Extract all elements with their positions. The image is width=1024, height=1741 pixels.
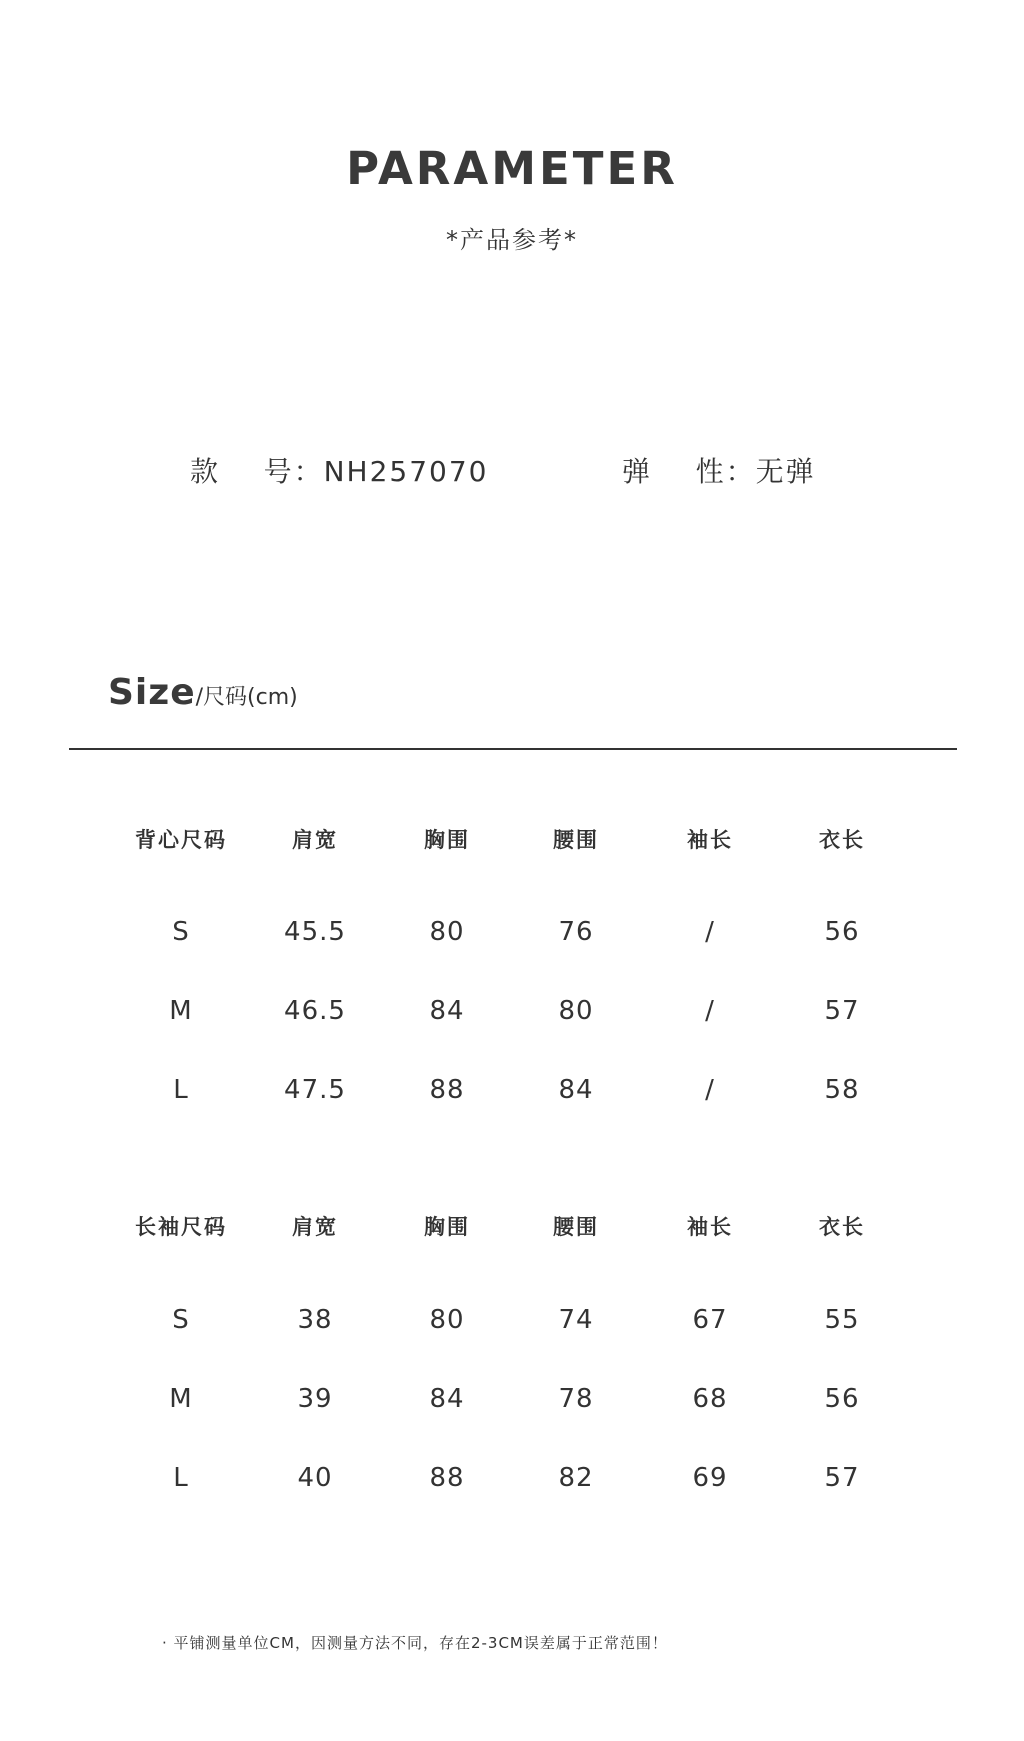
table-cell: 84 [558, 1075, 594, 1105]
table-cell: 88 [429, 1075, 465, 1105]
table-cell: 38 [297, 1305, 333, 1335]
table-row [0, 1458, 1024, 1498]
header-cell-waist: 腰围 [553, 1215, 599, 1239]
table-cell: 40 [297, 1463, 333, 1493]
style-number-info [190, 450, 489, 490]
header-cell-chest: 胸围 [424, 1215, 470, 1239]
table-cell: 46.5 [284, 996, 346, 1026]
table-cell: 84 [429, 996, 465, 1026]
table-cell: L [173, 1075, 189, 1105]
table-cell: 82 [558, 1463, 594, 1493]
section-divider [69, 748, 957, 750]
table-cell: M [169, 996, 193, 1026]
table-cell: 47.5 [284, 1075, 346, 1105]
elasticity-info [622, 450, 816, 490]
table-row [0, 912, 1024, 952]
table-cell: L [173, 1463, 189, 1493]
size-title: Size [108, 672, 196, 713]
table-cell: / [705, 996, 715, 1026]
table-cell: 74 [558, 1305, 594, 1335]
table-cell: 67 [692, 1305, 728, 1335]
header-cell-size: 背心尺码 [135, 828, 227, 852]
table-cell: M [169, 1384, 193, 1414]
table-cell: 80 [558, 996, 594, 1026]
table-cell: 55 [824, 1305, 860, 1335]
table-cell: 39 [297, 1384, 333, 1414]
measurement-note: · 平铺测量单位CM，因测量方法不同，存在2-3CM误差属于正常范围！ [162, 1634, 668, 1652]
header-cell-size: 长袖尺码 [135, 1215, 227, 1239]
table-cell: 80 [429, 1305, 465, 1335]
header-cell-chest: 胸围 [424, 828, 470, 852]
table-cell: 84 [429, 1384, 465, 1414]
page-title: PARAMETER [346, 142, 678, 195]
elasticity-value: 无弹 [755, 455, 816, 488]
table-cell: 76 [558, 917, 594, 947]
table-cell: 69 [692, 1463, 728, 1493]
style-number-label: 款 号： [190, 455, 324, 488]
header-cell-length: 衣长 [819, 1215, 865, 1239]
table-cell: 56 [824, 1384, 860, 1414]
table-cell: 58 [824, 1075, 860, 1105]
header-cell-waist: 腰围 [553, 828, 599, 852]
size-heading [108, 672, 298, 713]
table-row [0, 1300, 1024, 1340]
table-cell: 45.5 [284, 917, 346, 947]
elasticity-label: 弹 性： [622, 455, 756, 488]
table-cell: 56 [824, 917, 860, 947]
header-cell-sleeve: 袖长 [687, 1215, 733, 1239]
table-row [0, 991, 1024, 1031]
header-cell-length: 衣长 [819, 828, 865, 852]
header-cell-shoulder: 肩宽 [292, 828, 338, 852]
table-cell: 68 [692, 1384, 728, 1414]
table-cell: 88 [429, 1463, 465, 1493]
table-cell: 57 [824, 996, 860, 1026]
table-cell: S [172, 917, 190, 947]
table-row [0, 1379, 1024, 1419]
header-cell-sleeve: 袖长 [687, 828, 733, 852]
table-cell: 78 [558, 1384, 594, 1414]
table-cell: 57 [824, 1463, 860, 1493]
table-cell: / [705, 1075, 715, 1105]
table-row [0, 1070, 1024, 1110]
table-header-row [0, 820, 1024, 860]
table-cell: / [705, 917, 715, 947]
table-cell: S [172, 1305, 190, 1335]
table-cell: 80 [429, 917, 465, 947]
style-number-value: NH257070 [323, 455, 489, 488]
page-subtitle: *产品参考* [446, 226, 578, 254]
table-header-row [0, 1207, 1024, 1247]
header-cell-shoulder: 肩宽 [292, 1215, 338, 1239]
size-subtitle: /尺码(cm) [195, 685, 298, 710]
